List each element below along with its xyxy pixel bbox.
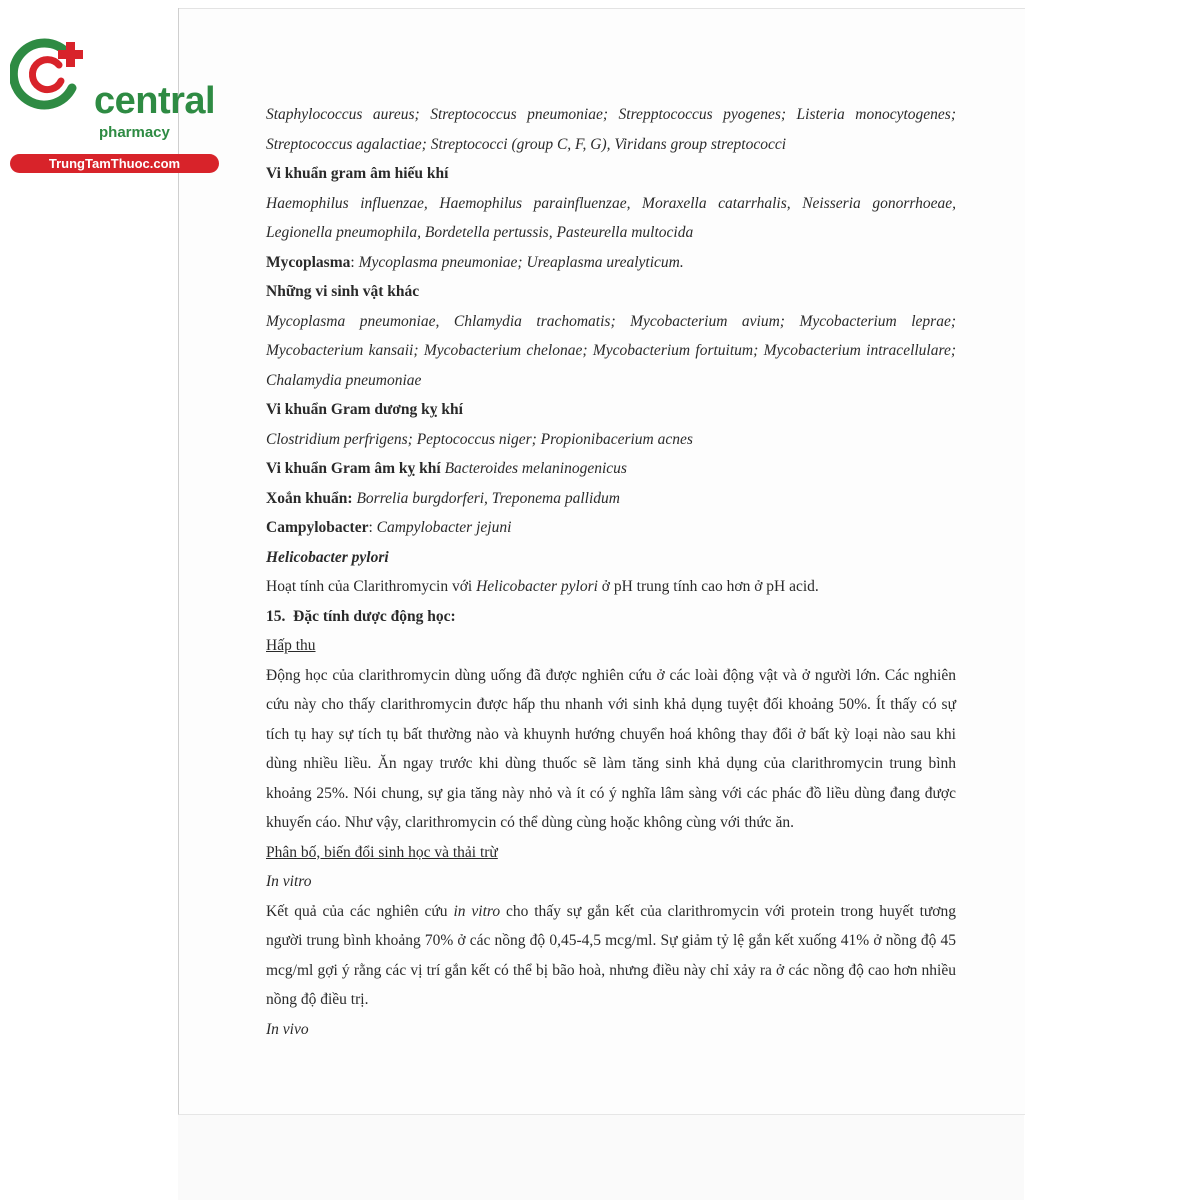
central-pharmacy-logo[interactable] — [10, 38, 216, 171]
document-body — [266, 100, 956, 1044]
logo-subtitle: pharmacy — [99, 124, 170, 141]
section-15-heading: 15. Đặc tính dược động học: — [266, 607, 456, 625]
gram-negative-anaerobic-text: Bacteroides melaninogenicus — [444, 460, 627, 477]
helicobacter-text — [266, 572, 956, 602]
mycoplasma-line: Mycoplasma: Mycoplasma pneumoniae; Ureaplasma urealyticum. — [266, 253, 684, 271]
campylobacter-text: Campylobacter jejuni — [376, 519, 512, 536]
gram-positive-list: Staphylococcus aureus; Streptococcus pneumoniae; Strepptococcus pyogenes; Listeria monocytogenes; Streptococcus agalactiae; Streptococci (group C, F, G), Viridans group streptococci — [266, 106, 956, 153]
mycoplasma-label: Mycoplasma — [266, 253, 351, 271]
other-microorganisms-list: Mycoplasma pneumoniae, Chlamydia trachomatis; Mycobacterium avium; Mycobacterium leprae; Mycobacterium kansaii; Mycobacterium chelonae; Mycobacterium fortuitum; Mycobacterium intracellulare; Chalamydia pneumoniae — [266, 312, 956, 389]
campylobacter-line: Campylobacter: Campylobacter jejuni — [266, 519, 512, 536]
absorption-paragraph: Động học của clarithromycin dùng uống đã được nghiên cứu ở các loài động vật và ở người lớn. Các nghiên cứu này cho thấy clarithromycin được hấp thu nhanh với sinh khả dụng tuyệt đối khoảng 50%. Ít thấy có sự tích tụ hay sự tích tụ bất thường nào và khuynh hướng chuyển hoá không thay đổi ở bất kỳ loại nào sau khi dùng nhiều liều. Ăn ngay trước khi dùng thuốc sẽ làm tăng sinh khả dụng của clarithromycin trung bình khoảng 25%. Nói chung, sự gia tăng này nhỏ và ít có ý nghĩa lâm sàng với các phác đồ liều dùng đang được khuyến cáo. Như vậy, clarithromycin có thể dùng cùng hoặc không cùng với thức ăn. — [266, 666, 956, 831]
in-vitro-label: In vitro — [266, 873, 312, 890]
in-vitro-text-part1: Kết quả của các nghiên cứu — [266, 902, 454, 920]
helicobacter-heading: Helicobacter pylori — [266, 548, 389, 566]
spirochete-text: Borrelia burgdorferi, Treponema pallidum — [356, 489, 620, 507]
absorption-heading — [266, 631, 956, 661]
gram-negative-anaerobic-line — [266, 454, 956, 484]
gram-positive-anaerobic-list: Clostridium perfrigens; Peptococcus niger; Propionibacerium acnes — [266, 430, 693, 448]
pharmacy-cross-icon — [10, 38, 94, 110]
distribution-heading-text: Phân bố, biến đổi sinh học và thải trừ — [266, 843, 498, 861]
mycoplasma-text: Mycoplasma pneumoniae; Ureaplasma urealyticum. — [358, 253, 684, 271]
in-vivo-label: In vivo — [266, 1020, 309, 1038]
campylobacter-label: Campylobacter — [266, 519, 369, 536]
helicobacter-text-part2: ở pH trung tính cao hơn ở pH acid. — [597, 578, 819, 595]
spirochete-label: Xoắn khuẩn: — [266, 489, 353, 507]
absorption-heading-text: Hấp thu — [266, 637, 316, 654]
helicobacter-text-italic: Helicobacter pylori — [476, 578, 598, 595]
spirochete-line — [266, 484, 956, 514]
gram-positive-anaerobic-heading: Vi khuẩn Gram dương kỵ khí — [266, 401, 463, 418]
in-vitro-paragraph — [266, 897, 956, 1015]
logo-url-badge: TrungTamThuoc.com — [10, 154, 219, 173]
page-top-edge — [179, 8, 1025, 9]
gram-negative-aerobic-list: Haemophilus influenzae, Haemophilus parainfluenzae, Moraxella catarrhalis, Neisseria gonorrhoeae, Legionella pneumophila, Bordetella pertussis, Pasteurella multocida — [266, 194, 956, 241]
in-vitro-text-italic: in vitro — [453, 902, 501, 920]
logo-brand: central — [94, 80, 216, 122]
gram-negative-anaerobic-label: Vi khuẩn Gram âm kỵ khí — [266, 460, 441, 477]
other-microorganisms-heading: Những vi sinh vật khác — [266, 283, 420, 300]
page-lower-band — [178, 1115, 1024, 1200]
helicobacter-text-part1: Hoạt tính của Clarithromycin với — [266, 578, 477, 595]
distribution-heading — [266, 838, 956, 868]
gram-negative-aerobic-heading: Vi khuẩn gram âm hiếu khí — [266, 165, 449, 182]
in-vitro-text-part2: cho thấy sự gắn kết của clarithromycin với protein trong huyết tương người trung bình khoảng 70% ở các nồng độ 0,45-4,5 mcg/ml. Sự giảm tỷ lệ gắn kết xuống 41% ở nồng độ 45 mcg/ml gợi ý rằng các vị trí gắn kết có thể bị bão hoà, nhưng điều này chỉ xảy ra ở các nồng độ cao hơn nhiều nồng độ điều trị. — [266, 902, 956, 1008]
